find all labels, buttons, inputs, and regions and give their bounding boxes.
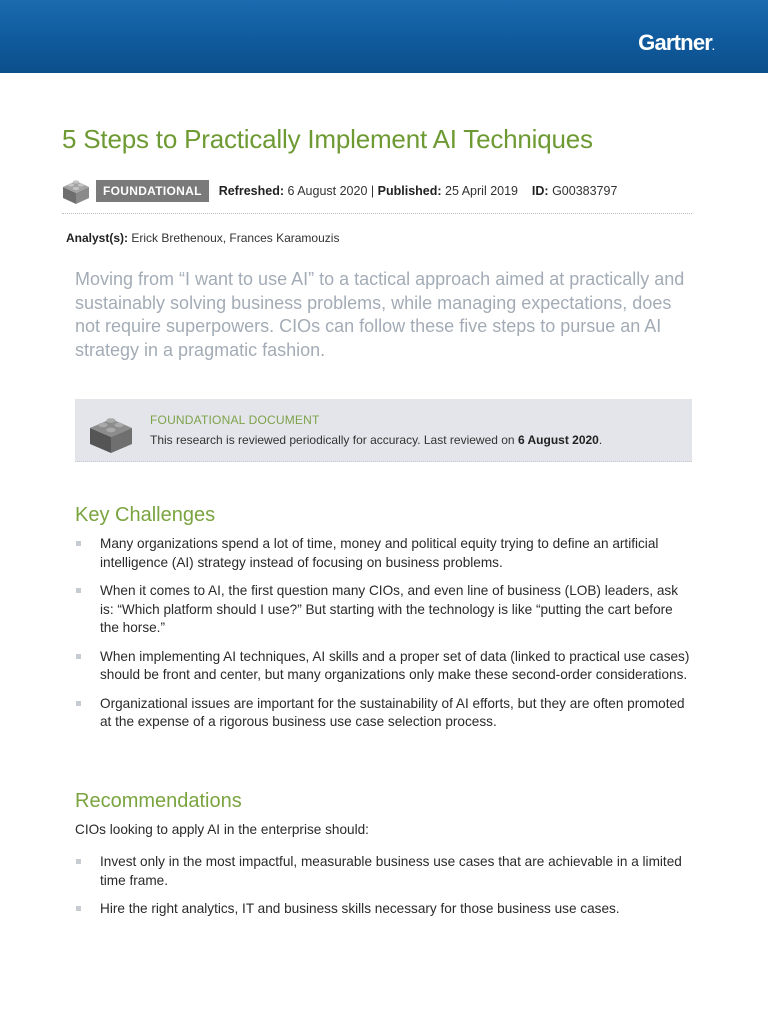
analysts-line <box>66 231 339 245</box>
list-item-text: Organizational issues are important for the sustainability of AI efforts, but they are often promoted at the expense of a rigorous business use case selection process. <box>100 695 685 729</box>
recommendations-list <box>75 853 695 929</box>
published-date: 25 April 2019 <box>445 184 519 198</box>
document-dates <box>219 184 618 198</box>
notice-text <box>150 433 602 447</box>
document-title: 5 Steps to Practically Implement AI Techniques <box>62 124 593 154</box>
document-meta-row <box>60 176 692 206</box>
list-item <box>75 648 695 685</box>
list-item <box>75 900 695 919</box>
foundational-badge: FOUNDATIONAL <box>96 180 209 202</box>
list-item <box>75 695 695 732</box>
square-bullet-icon <box>76 859 81 864</box>
list-item-text: Hire the right analytics, IT and business skills necessary for those business use cases. <box>100 901 620 916</box>
notice-title: FOUNDATIONAL DOCUMENT <box>150 413 320 427</box>
recommendations-intro: CIOs looking to apply AI in the enterprise should: <box>75 822 369 837</box>
foundational-notice-box <box>75 399 692 462</box>
lego-brick-icon <box>87 412 135 456</box>
id-label: ID: <box>531 184 549 198</box>
square-bullet-icon <box>76 541 81 546</box>
list-item-text: When implementing AI techniques, AI skills and a proper set of data (linked to practical use cases) should be front and center, but many organizations only make these second-order considerations. <box>100 648 690 682</box>
notice-date: 6 August 2020 <box>517 433 599 447</box>
document-id: G00383797 <box>552 184 618 198</box>
square-bullet-icon <box>76 906 81 911</box>
lego-brick-icon <box>60 176 92 206</box>
recommendations-heading: Recommendations <box>75 790 242 812</box>
square-bullet-icon <box>76 701 81 706</box>
logo-text: Gartner <box>638 30 713 55</box>
list-item-text: Invest only in the most impactful, measurable business use cases that are achievable in a limited time frame. <box>100 854 682 888</box>
list-item-text: Many organizations spend a lot of time, money and political equity trying to define an artificial intelligence (AI) strategy instead of focusing on business problems. <box>100 536 659 570</box>
refreshed-date: 6 August 2020 <box>287 184 368 198</box>
document-summary: Moving from “I want to use AI” to a tactical approach aimed at practically and sustainably solving business problems, while managing expectations, does not require superpowers. CIOs can follow these five steps to pursue an AI strategy in a pragmatic fashion. <box>75 269 685 360</box>
list-item <box>75 853 695 890</box>
meta-separator: | <box>370 184 375 198</box>
square-bullet-icon <box>76 654 81 659</box>
published-label: Published: <box>377 184 442 198</box>
analysts-label: Analyst(s): <box>66 231 129 245</box>
notice-text-suffix: . <box>598 433 603 447</box>
refreshed-label: Refreshed: <box>218 184 284 198</box>
analysts-names: Erick Brethenoux, Frances Karamouzis <box>131 231 340 245</box>
list-item <box>75 535 695 572</box>
list-item-text: When it comes to AI, the first question many CIOs, and even line of business (LOB) leaders, ask is: “Which platform should I use?” But starting with the technology is like “putting the cart before the horse.” <box>100 583 679 635</box>
header-bar <box>0 0 768 73</box>
notice-text-prefix: This research is reviewed periodically for accuracy. Last reviewed on <box>150 433 518 447</box>
square-bullet-icon <box>76 588 81 593</box>
key-challenges-heading: Key Challenges <box>75 504 216 526</box>
logo-dot: . <box>712 42 714 53</box>
list-item <box>75 582 695 638</box>
key-challenges-list <box>75 535 695 742</box>
divider <box>62 213 692 214</box>
gartner-logo[interactable] <box>638 30 714 56</box>
